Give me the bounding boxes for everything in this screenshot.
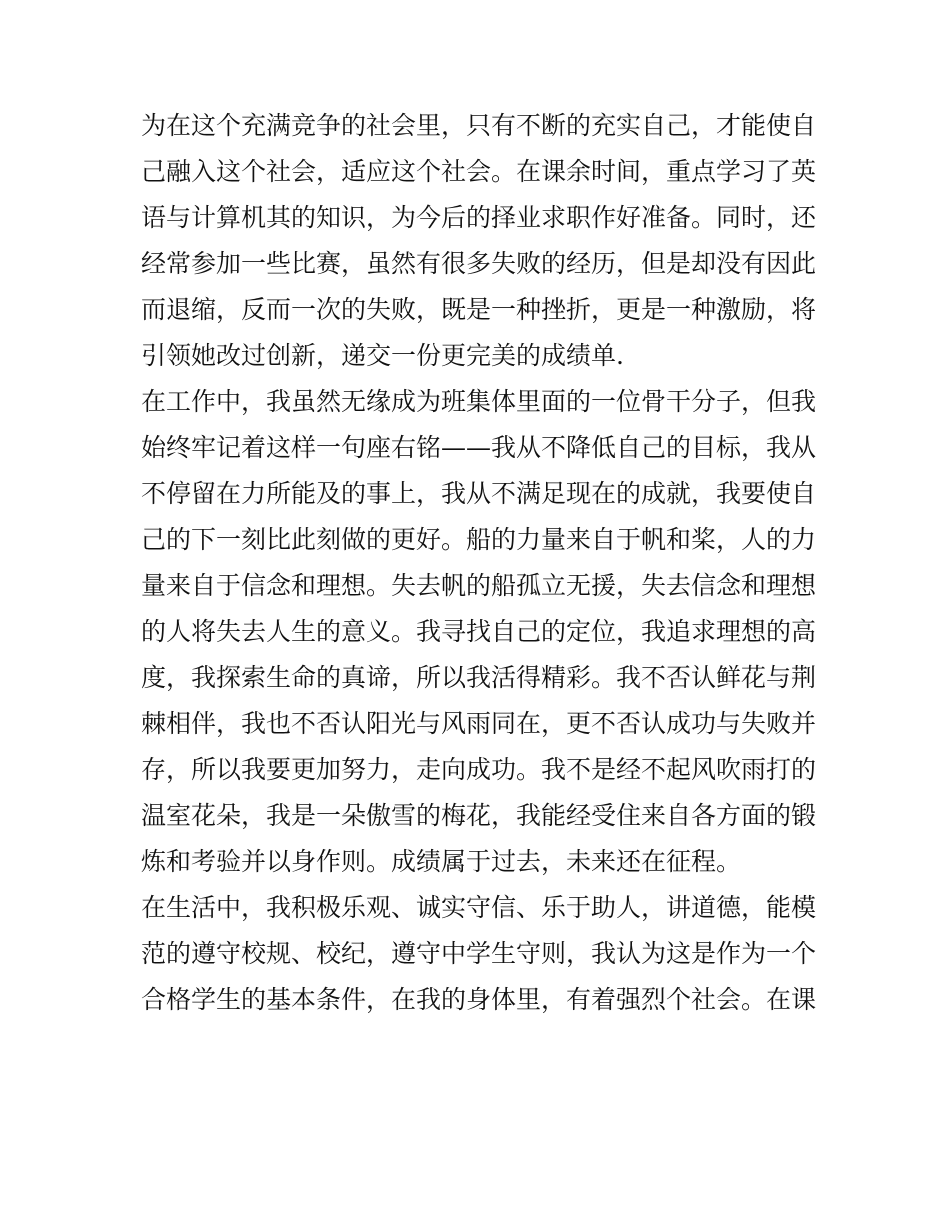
text-line: 存，所以我要更加努力，走向成功。我不是经不起风吹雨打的	[141, 755, 817, 784]
text-line: 度，我探索生命的真谛，所以我活得精彩。我不否认鲜花与荆	[141, 663, 817, 692]
text-line: 温室花朵，我是一朵傲雪的梅花，我能经受住来自各方面的锻	[141, 801, 817, 830]
text-line: 己融入这个社会，适应这个社会。在课余时间，重点学习了英	[141, 157, 817, 186]
text-line: 而退缩，反而一次的失败，既是一种挫折，更是一种激励，将	[141, 295, 817, 324]
text-line: 经常参加一些比赛，虽然有很多失败的经历，但是却没有因此	[141, 249, 817, 278]
text-line: 己的下一刻比此刻做的更好。船的力量来自于帆和桨，人的力	[141, 525, 817, 554]
text-line: 量来自于信念和理想。失去帆的船孤立无援，失去信念和理想	[141, 571, 817, 600]
text-line: 为在这个充满竞争的社会里，只有不断的充实自己，才能使自	[141, 111, 817, 140]
text-line: 炼和考验并以身作则。成绩属于过去，未来还在征程。	[141, 847, 742, 876]
text-line: 始终牢记着这样一句座右铭——我从不降低自己的目标，我从	[141, 433, 817, 462]
body-text	[141, 103, 821, 1023]
text-line: 范的遵守校规、校纪，遵守中学生守则，我认为这是作为一个	[141, 939, 817, 968]
text-line: 语与计算机其的知识，为今后的择业求职作好准备。同时，还	[141, 203, 817, 232]
text-line: 的人将失去人生的意义。我寻找自己的定位，我追求理想的高	[141, 617, 817, 646]
text-line: 棘相伴，我也不否认阳光与风雨同在，更不否认成功与失败并	[141, 709, 817, 738]
text-line: 不停留在力所能及的事上，我从不满足现在的成就，我要使自	[141, 479, 817, 508]
text-line: 合格学生的基本条件，在我的身体里，有着强烈个社会。在课	[141, 985, 817, 1014]
text-line: 在工作中，我虽然无缘成为班集体里面的一位骨干分子，但我	[141, 387, 817, 416]
text-line: 引领她改过创新，递交一份更完美的成绩单.	[141, 341, 624, 370]
text-line: 在生活中，我积极乐观、诚实守信、乐于助人，讲道德，能模	[141, 893, 817, 922]
